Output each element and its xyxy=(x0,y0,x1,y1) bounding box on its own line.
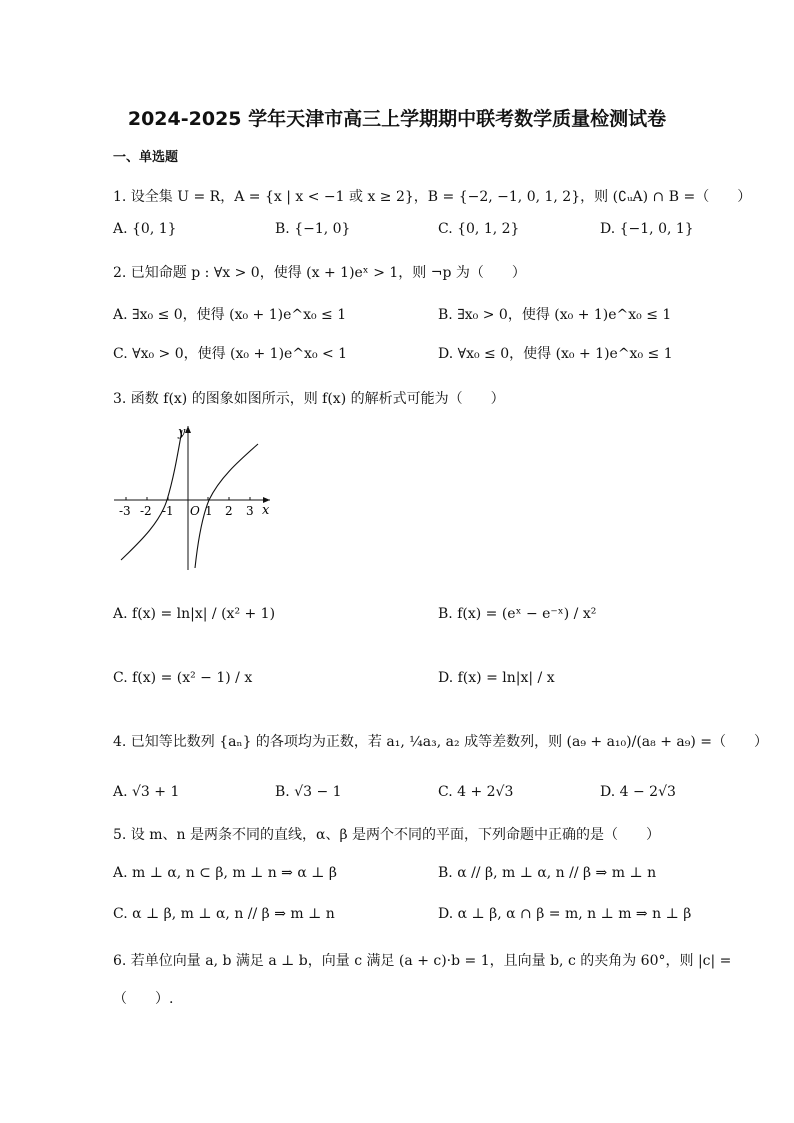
tick-label-2: 2 xyxy=(225,504,233,518)
question-2-stem: 2. 已知命题 p : ∀x > 0，使得 (x + 1)eˣ > 1，则 ¬p 为（ ） xyxy=(113,265,526,281)
page-title: 2024-2025 学年天津市高三上学期期中联考数学质量检测试卷 xyxy=(127,108,667,130)
x-axis-label: x xyxy=(262,503,270,518)
question-6-answer-blank: （ ）. xyxy=(113,991,174,1007)
question-5-option-b: B. α // β, m ⊥ α, n // β ⇒ m ⊥ n xyxy=(438,865,657,881)
question-3-stem: 3. 函数 f(x) 的图象如图所示，则 f(x) 的解析式可能为（ ） xyxy=(113,391,505,407)
question-4-option-d: D. 4 − 2√3 xyxy=(600,784,676,800)
question-6-stem: 6. 若单位向量 a, b 满足 a ⊥ b，向量 c 满足 (a + c)·b = 1，且向量 b, c 的夹角为 60°，则 |c| = xyxy=(113,953,732,969)
curve-left-branch xyxy=(121,430,182,560)
question-3-option-b: B. f(x) = (eˣ − e⁻ˣ) / x² xyxy=(438,606,597,622)
function-graph xyxy=(112,422,272,572)
question-1-option-a: A. {0, 1} xyxy=(113,221,177,237)
question-3-option-c: C. f(x) = (x² − 1) / x xyxy=(113,670,253,686)
y-axis-arrow xyxy=(185,426,191,433)
section-heading: 一、单选题 xyxy=(113,150,179,165)
question-2-option-b: B. ∃x₀ > 0，使得 (x₀ + 1)e^x₀ ≤ 1 xyxy=(438,307,672,323)
question-2-option-c: C. ∀x₀ > 0，使得 (x₀ + 1)e^x₀ < 1 xyxy=(113,346,348,362)
tick-label-1: 1 xyxy=(205,504,213,518)
origin-label: O xyxy=(190,504,200,518)
question-5-option-c: C. α ⊥ β, m ⊥ α, n // β ⇒ m ⊥ n xyxy=(113,906,335,922)
question-2-option-d: D. ∀x₀ ≤ 0，使得 (x₀ + 1)e^x₀ ≤ 1 xyxy=(438,346,673,362)
question-1-option-d: D. {−1, 0, 1} xyxy=(600,221,694,237)
tick-label-neg1: -1 xyxy=(162,504,174,518)
question-5-stem: 5. 设 m、n 是两条不同的直线，α、β 是两个不同的平面，下列命题中正确的是（ ） xyxy=(113,827,660,843)
tick-label-3: 3 xyxy=(246,504,254,518)
y-axis-label: y xyxy=(178,425,186,440)
question-4-option-b: B. √3 − 1 xyxy=(275,784,342,800)
question-1-option-c: C. {0, 1, 2} xyxy=(438,221,520,237)
question-4-option-c: C. 4 + 2√3 xyxy=(438,784,514,800)
question-5-option-a: A. m ⊥ α, n ⊂ β, m ⊥ n ⇒ α ⊥ β xyxy=(113,865,337,881)
question-4-option-a: A. √3 + 1 xyxy=(113,784,180,800)
question-3-option-a: A. f(x) = ln|x| / (x² + 1) xyxy=(113,606,276,622)
tick-label-neg3: -3 xyxy=(119,504,131,518)
question-4-stem: 4. 已知等比数列 {aₙ} 的各项均为正数，若 a₁, ¼a₃, a₂ 成等差数列，则 (a₉ + a₁₀)/(a₈ + a₉) =（ ） xyxy=(113,734,768,750)
tick-label-neg2: -2 xyxy=(140,504,152,518)
question-1-stem: 1. 设全集 U = R，A = {x | x < −1 或 x ≥ 2}，B = {−2, −1, 0, 1, 2}，则 (∁ᵤA) ∩ B =（ ） xyxy=(113,189,752,205)
question-2-option-a: A. ∃x₀ ≤ 0，使得 (x₀ + 1)e^x₀ ≤ 1 xyxy=(113,307,347,323)
question-1-option-b: B. {−1, 0} xyxy=(275,221,351,237)
question-5-option-d: D. α ⊥ β, α ∩ β = m, n ⊥ m ⇒ n ⊥ β xyxy=(438,906,692,922)
question-3-option-d: D. f(x) = ln|x| / x xyxy=(438,670,555,686)
